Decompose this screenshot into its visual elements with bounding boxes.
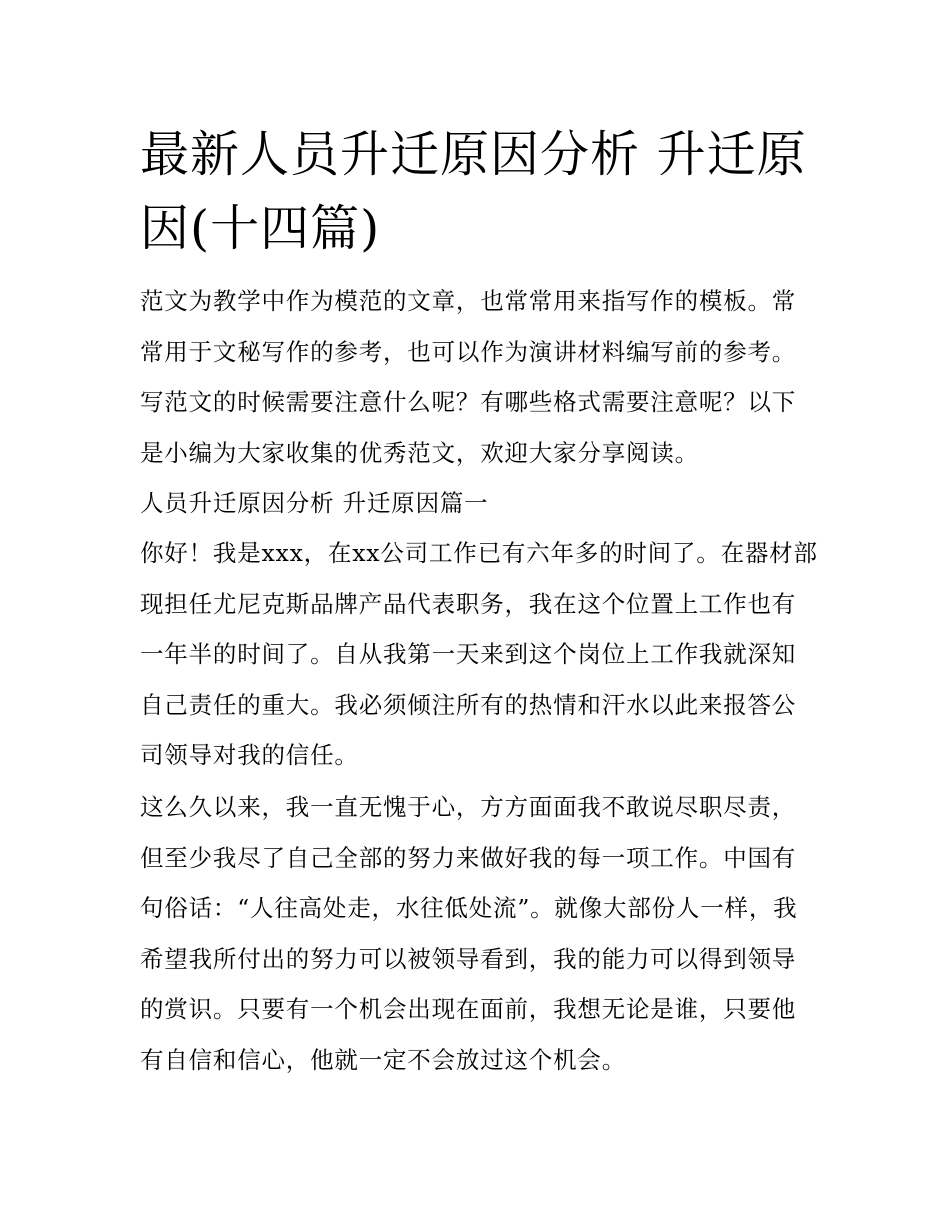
intro-paragraph: 范文为教学中作为模范的文章，也常常用来指写作的模板。常常用于文秘写作的参考，也可以作为演讲材料编写前的参考。写范文的时候需要注意什么呢？有哪些格式需要注意呢？以下是小编为大家收集的优秀范文，欢迎大家分享阅读。 [140, 287, 797, 467]
body-paragraph-1: 你好！我是xxx，在xx公司工作已有六年多的时间了。在器材部现担任尤尼克斯品牌产品代表职务，我在这个位置上工作也有一年半的时间了。自从我第一天来到这个岗位上工作我就深知自己责任的重大。我必须倾注所有的热情和汗水以此来报答公司领导对我的信任。 [140, 539, 818, 769]
body-paragraph-2: 这么久以来，我一直无愧于心，方方面面我不敢说尽职尽责，但至少我尽了自己全部的努力来做好我的每一项工作。中国有句俗话：“人往高处走，水往低处流”。就像大部份人一样，我希望我所付出的努力可以被领导看到，我的能力可以得到领导的赏识。只要有一个机会出现在面前，我想无论是谁，只要他有自信和信心，他就一定不会放过这个机会。 [140, 793, 798, 1074]
section-heading: 人员升迁原因分析 升迁原因篇一 [140, 489, 489, 517]
document-title: 最新人员升迁原因分析 升迁原因(十四篇) [140, 126, 807, 257]
